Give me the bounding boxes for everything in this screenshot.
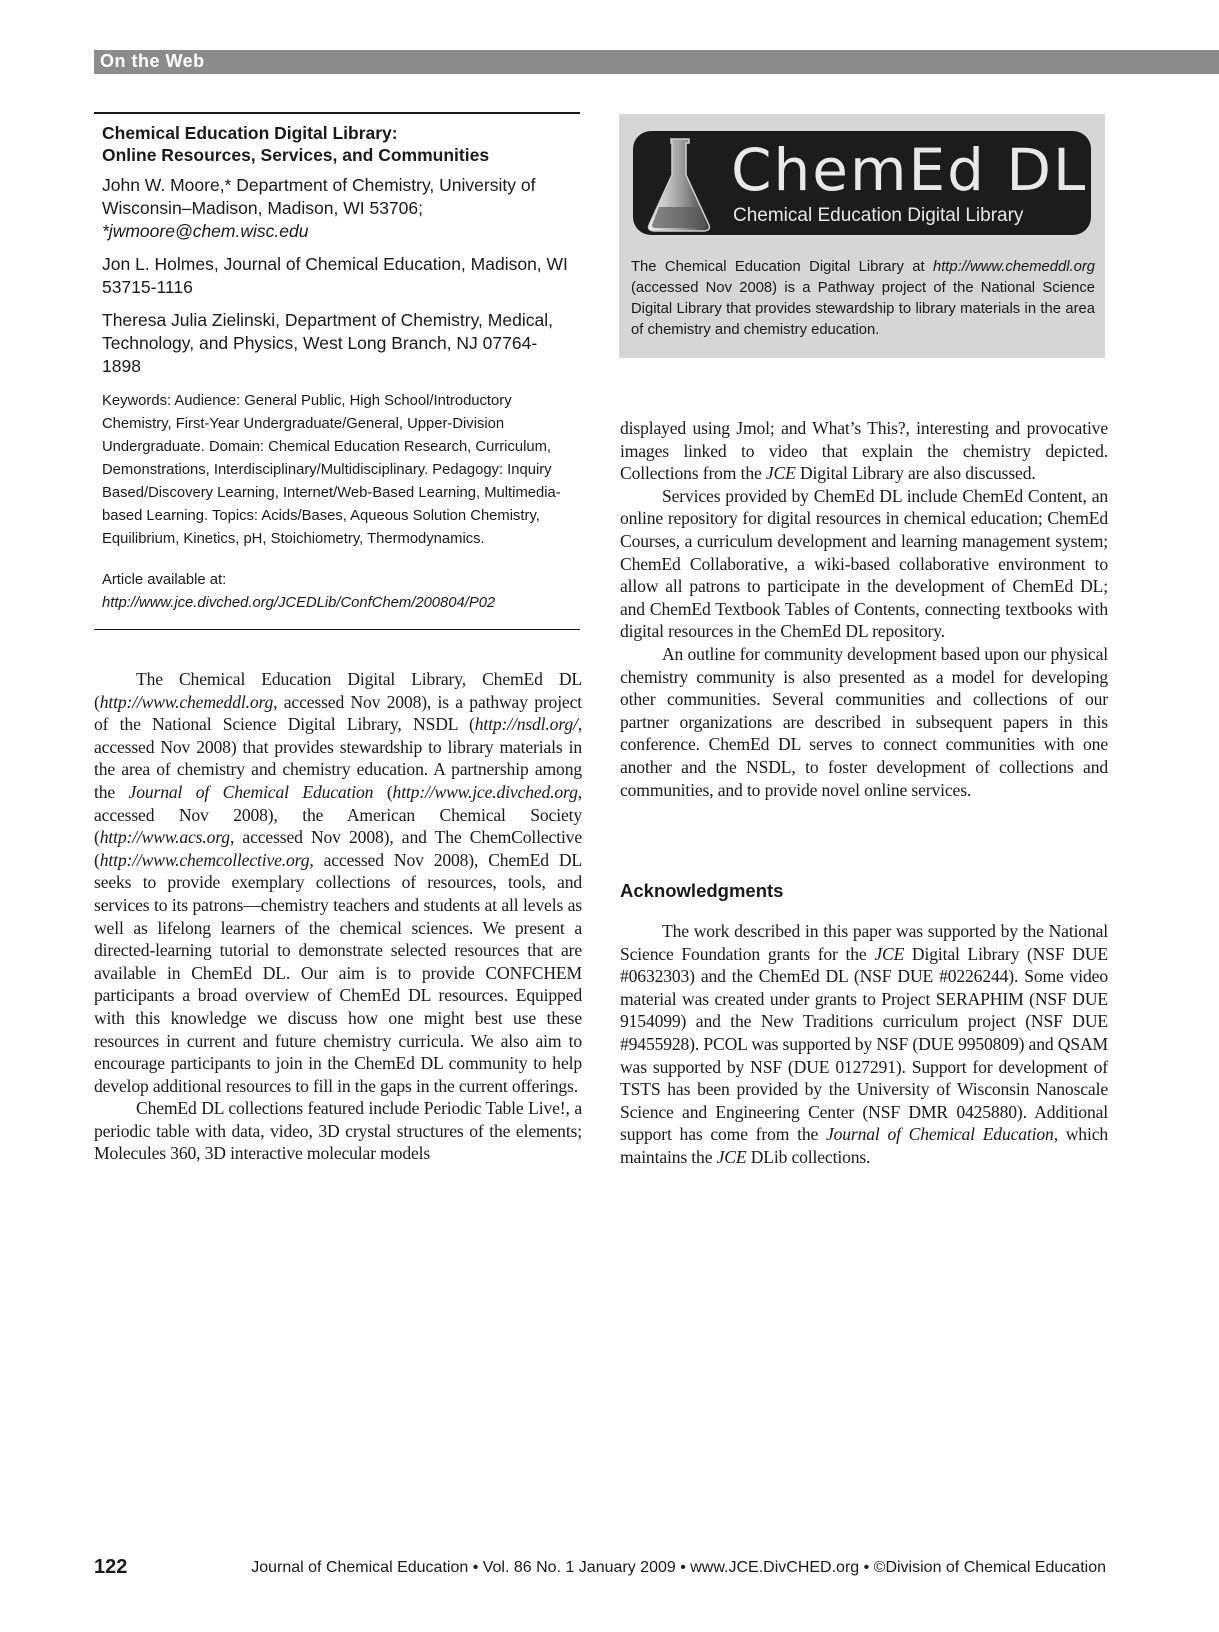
chemeddl-url-link[interactable]: http://www.chemeddl.org [99,691,274,712]
jce-url-link[interactable]: http://www.jce.divched.org [392,781,578,802]
text-run: DLib collections. [746,1146,871,1167]
text-run: , which maintains the [620,1124,1108,1167]
article-title-line-1: Chemical Education Digital Library: [102,123,398,143]
acs-url-link[interactable]: http://www.acs.org [99,827,230,848]
article-title-line-2: Online Resources, Services, and Communities [102,145,490,165]
chemcollective-url-link[interactable]: http://www.chemcollective.org [99,849,310,870]
text-run: The Chemical Education Digital Library at [631,259,933,275]
left-column-body [94,668,582,1165]
body-paragraph-4: An outline for community development based upon our physical chemistry community is also presented as a model for developing other communities. Several communities and collections of our partner organizations are described in subsequent papers in this conference. ChemEd DL serves to connect communities with one another and the NSDL, to foster development of collections and communities, and to provide novel online services. [620,643,1108,800]
text-run: , accessed Nov 2008), and The ChemCollective ( [94,827,582,870]
section-header-bar [94,50,1219,74]
figure-caption [631,257,1095,341]
keywords: Keywords: Audience: General Public, High School/Introductory Chemistry, First-Year Undergraduate/General, Upper-Division Undergraduate. Domain: Chemical Education Research, Curriculum, Demonstrations, Interdisciplinary/Multidisciplinary. Pedagogy: Inquiry Based/Discovery Learning, Internet/Web-Based Learning, Multimedia-based Learning. Topics: Acids/Bases, Aqueous Solution Chemistry, Equilibrium, Kinetics, pH, Stoichiometry, Thermodynamics. [102,393,561,547]
text-run: displayed using Jmol; and What’s This?, interesting and provocative images linked to video that explain the chemistry depicted. Collections from the [620,418,1108,484]
jce-abbrev: JCE [765,463,796,484]
caption-url-link[interactable]: http://www.chemeddl.org [932,259,1095,275]
jce-abbrev: JCE [716,1146,747,1167]
right-column-body [620,417,1108,801]
article-url-link[interactable]: http://www.jce.divched.org/JCEDLib/ConfChem/200804/P02 [102,595,496,611]
body-paragraph-2-continued [620,417,1108,485]
page-number: 122 [94,1556,128,1578]
flask-icon [645,135,713,235]
jce-abbrev: JCE [874,943,905,964]
journal-name: Journal of Chemical Education [128,781,374,802]
author-holmes: Jon L. Holmes, Journal of Chemical Education, Madison, WI 53715-1116 [102,254,568,297]
body-paragraph-3: Services provided by ChemEd DL include ChemEd Content, an online repository for digital resources in chemical education; ChemEd Courses, a curriculum development and learning management system; ChemEd Collaborative, a wiki-based collaborative environment to allow all patrons to participate in the development of ChemEd DL; and ChemEd Textbook Tables of Contents, connecting textbooks with digital resources in the ChemEd DL repository. [620,485,1108,642]
logo-wordmark: ChemEd DL [731,136,1088,204]
footer-citation: Journal of Chemical Education • Vol. 86 No. 1 January 2009 • www.JCE.DivCHED.org • ©Division of Chemical Education [251,1559,1106,1576]
text-run: Digital Library (NSF DUE #0632303) and the ChemEd DL (NSF DUE #0226244). Some video material was created under grants to Project SERAPHIM (NSF DUE 9154099) and the New Traditions curriculum project (NSF DUE #9455928). PCOL was supported by NSF (DUE 9950809) and QSAM was supported by NSF (DUE 0127291). Support for development of TSTS has been provided by the University of Wisconsin Nanoscale Science and Engineering Center (NSF DMR 0425880). Additional support has come from the [620,943,1109,1145]
figure-box [619,114,1105,358]
logo-subtitle: Chemical Education Digital Library [733,205,1024,226]
article-front-matter [94,112,580,630]
body-paragraph-1 [94,668,582,1097]
text-run: Digital Library are also discussed. [795,463,1036,484]
text-run: , accessed Nov 2008), is a pathway project of the National Science Digital Library, NSDL ( [94,691,582,735]
acknowledgments-heading: Acknowledgments [620,880,784,901]
page-footer [94,1556,1106,1586]
text-run: accessed Nov 2008) that provides stewardship to library materials in the area of chemistry and chemistry education. A partnership among the [94,736,582,802]
article-availability [102,569,572,615]
article-available-label: Article available at: [102,572,227,588]
body-paragraph-2-start: ChemEd DL collections featured include Periodic Table Live!, a periodic table with data, video, 3D crystal structures of the elements; Molecules 360, 3D interactive molecular models [94,1098,582,1164]
author-email[interactable]: *jwmoore@chem.wisc.edu [102,221,309,241]
nsdl-url-link[interactable]: http://nsdl.org/, [474,714,582,735]
acknowledgments-body [620,920,1108,1169]
text-run: The Chemical Education Digital Library, ChemEd DL ( [94,669,582,712]
text-run: (accessed Nov 2008) is a Pathway project of the National Science Digital Library that provides stewardship to library materials in the area of chemistry and chemistry education. [631,280,1095,338]
text-run: ( [373,781,393,802]
author-moore-affiliation: John W. Moore,* Department of Chemistry, University of Wisconsin–Madison, Madison, WI 53706; [102,175,536,218]
chemed-dl-logo [633,131,1091,235]
journal-name: Journal of Chemical Education [825,1124,1054,1145]
text-run: , accessed Nov 2008), ChemEd DL seeks to provide exemplary collections of resources, tools, and services to its patrons—chemistry teachers and students at all levels as well as lifelong learners of the chemical sciences. We present a directed-learning tutorial to demonstrate selected resources that are available in ChemEd DL. Our aim is to provide CONFCHEM participants a broad overview of ChemEd DL resources. Equipped with this knowledge we discuss how one might best use these resources in current and future chemistry curricula. We also aim to encourage participants to join in the ChemEd DL community to help develop additional resources to fill in the gaps in the current offerings. [94,849,582,1096]
author-moore [102,174,572,243]
author-zielinski: Theresa Julia Zielinski, Department of Chemistry, Medical, Technology, and Physics, West Long Branch, NJ 07764-1898 [102,310,553,376]
text-run: The work described in this paper was supported by the National Science Foundation grants for the [620,921,1108,964]
section-label: On the Web [100,51,205,71]
acknowledgments-paragraph [620,920,1108,1169]
text-run: , accessed Nov 2008), the American Chemical Society ( [94,781,582,848]
